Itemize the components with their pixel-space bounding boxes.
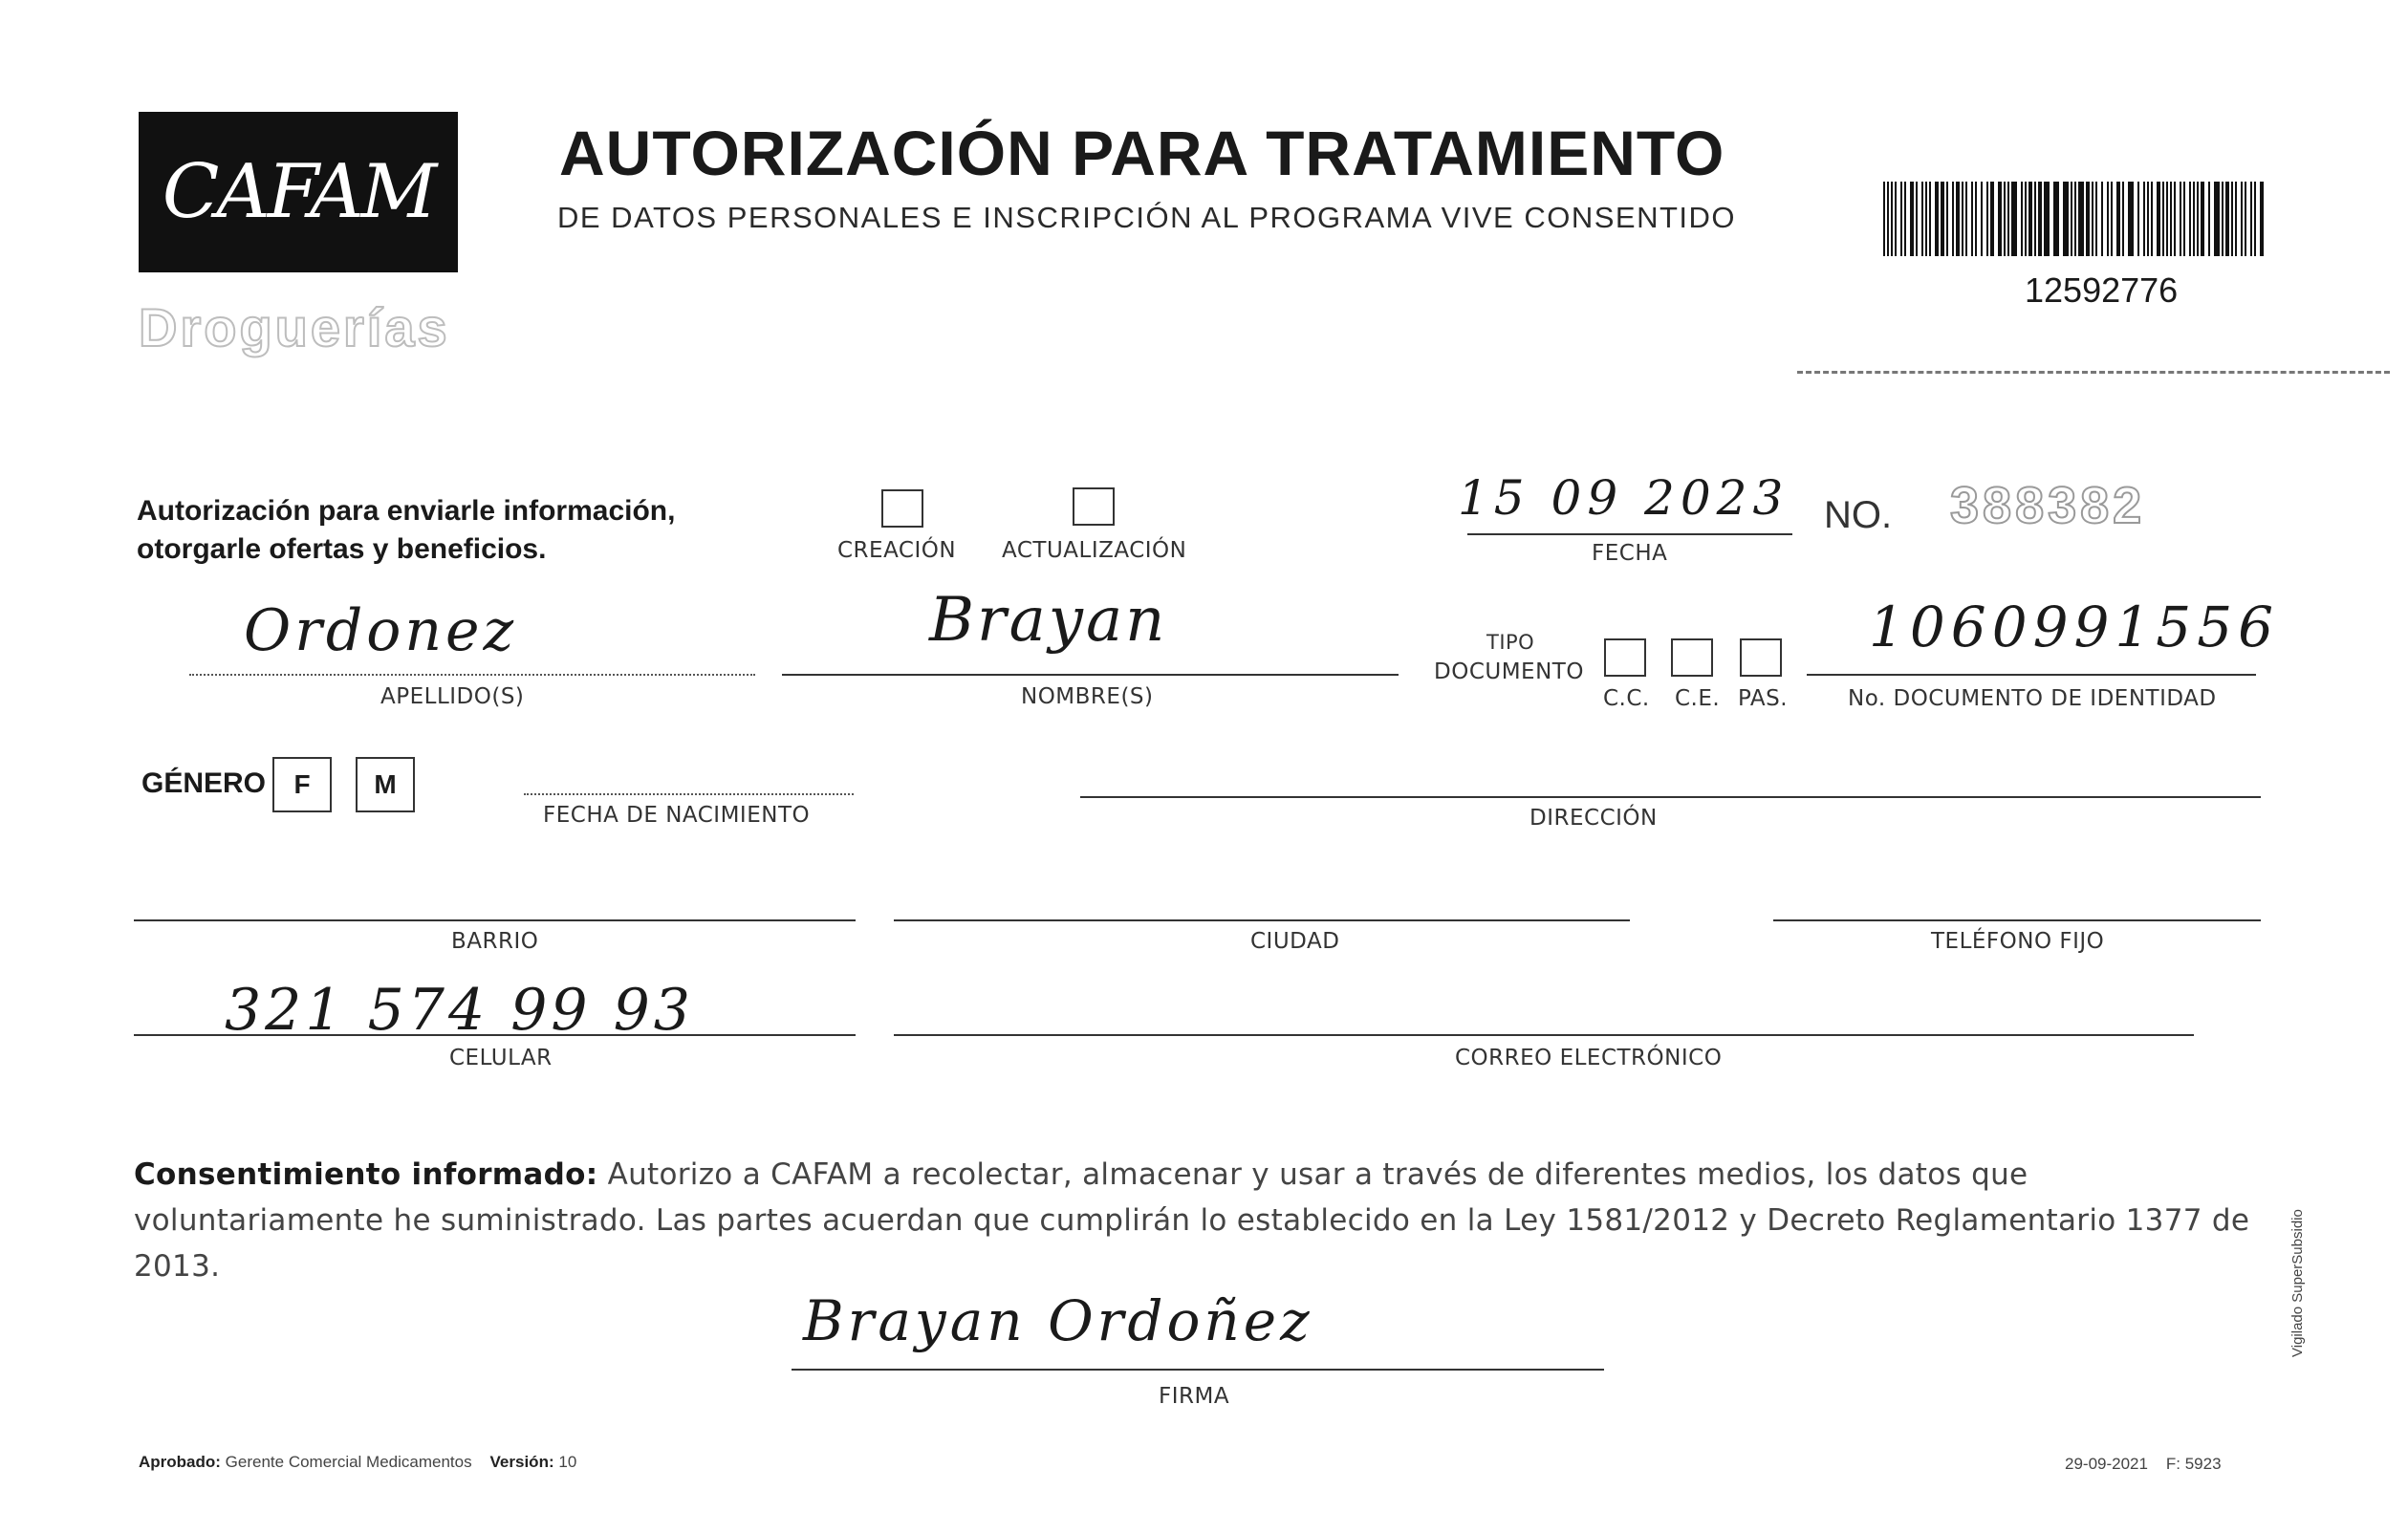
apellido-line (189, 674, 755, 676)
barcode-number: 12592776 (2025, 270, 2179, 310)
authorization-text: Autorización para enviarle información, otorgarle ofertas y beneficios. (137, 495, 676, 565)
pas-checkbox[interactable] (1740, 638, 1782, 677)
actualizacion-label: ACTUALIZACIÓN (1002, 538, 1187, 563)
actualizacion-checkbox[interactable] (1073, 487, 1115, 526)
barrio-label: BARRIO (451, 929, 539, 954)
documento-line (1807, 674, 2256, 676)
documento-label: DOCUMENTO (1434, 659, 1584, 684)
celular-value: 321 574 99 93 (225, 977, 694, 1044)
cc-label: C.C. (1603, 686, 1650, 711)
ce-label: C.E. (1675, 686, 1721, 711)
nombre-label: NOMBRE(S) (1021, 684, 1154, 709)
telefono-label: TELÉFONO FIJO (1931, 929, 2105, 954)
aprobado-label: Aprobado: (139, 1453, 221, 1471)
tipo-label: TIPO (1486, 631, 1535, 654)
correo-line (894, 1034, 2194, 1036)
version-label: Versión: (489, 1453, 554, 1471)
consent-body: Autorizo a CAFAM a recolectar, almacenar y usar a través de diferentes medios, los datos que voluntariamente he suministrado. Las partes acuerdan que cumplirán lo establecido en la Ley 1581/2012 y Decreto Reglamentario 1377 de 2013. (134, 1157, 2250, 1284)
barrio-line (134, 919, 856, 921)
signature-line (792, 1369, 1604, 1371)
logo-text: CAFAM (162, 149, 435, 235)
fecha-nacimiento-label: FECHA DE NACIMIENTO (543, 803, 811, 828)
genero-label: GÉNERO (141, 767, 267, 799)
ce-checkbox[interactable] (1671, 638, 1713, 677)
fecha-label: FECHA (1592, 541, 1668, 566)
direccion-label: DIRECCIÓN (1529, 806, 1658, 831)
genero-m-box[interactable]: M (356, 757, 415, 812)
creacion-label: CREACIÓN (837, 538, 957, 563)
date-code: 29-09-2021 (2065, 1455, 2148, 1473)
no-documento-label: No. DOCUMENTO DE IDENTIDAD (1848, 686, 2217, 711)
consent-paragraph (134, 1152, 2275, 1289)
telefono-line (1773, 919, 2261, 921)
fecha-value: 15 09 2023 (1458, 470, 1790, 526)
signature-label: FIRMA (1159, 1384, 1230, 1409)
ciudad-line (894, 919, 1630, 921)
direccion-line (1080, 796, 2261, 798)
celular-line (134, 1034, 856, 1036)
document-subtitle: DE DATOS PERSONALES E INSCRIPCIÓN AL PROGRAMA VIVE CONSENTIDO (557, 201, 1737, 234)
document-title: AUTORIZACIÓN PARA TRATAMIENTO (559, 118, 1725, 188)
form-number: 388382 (1950, 477, 2146, 534)
nombre-line (782, 674, 1399, 676)
vigilado-text: Vigilado SuperSubsidio (2289, 1209, 2306, 1357)
no-label: NO. (1824, 494, 1893, 536)
documento-value: 1060991556 (1869, 594, 2280, 659)
cc-checkbox[interactable] (1604, 638, 1646, 677)
signature: Brayan Ordoñez (803, 1288, 1313, 1353)
fecha-line (1467, 533, 1792, 535)
footer-approval (139, 1453, 576, 1472)
fecha-nacimiento-line (524, 793, 854, 795)
dashed-divider (1797, 371, 2390, 374)
pas-label: PAS. (1738, 686, 1789, 711)
cafam-logo (139, 112, 458, 272)
logo-subtitle: Droguerías (139, 297, 450, 357)
creacion-checkbox[interactable] (881, 489, 923, 528)
consent-title: Consentimiento informado: (134, 1157, 598, 1192)
ciudad-label: CIUDAD (1250, 929, 1340, 954)
aprobado-value: Gerente Comercial Medicamentos (225, 1453, 472, 1471)
footer-codes (2065, 1455, 2222, 1474)
correo-label: CORREO ELECTRÓNICO (1455, 1046, 1723, 1070)
barcode (1883, 182, 2270, 256)
form-code: F: 5923 (2165, 1455, 2222, 1473)
apellido-value: Ordonez (244, 597, 518, 664)
celular-label: CELULAR (449, 1046, 553, 1070)
apellido-label: APELLIDO(S) (380, 684, 525, 709)
nombre-value: Brayan (929, 585, 1168, 656)
genero-f-box[interactable]: F (272, 757, 332, 812)
version-value: 10 (558, 1453, 577, 1471)
